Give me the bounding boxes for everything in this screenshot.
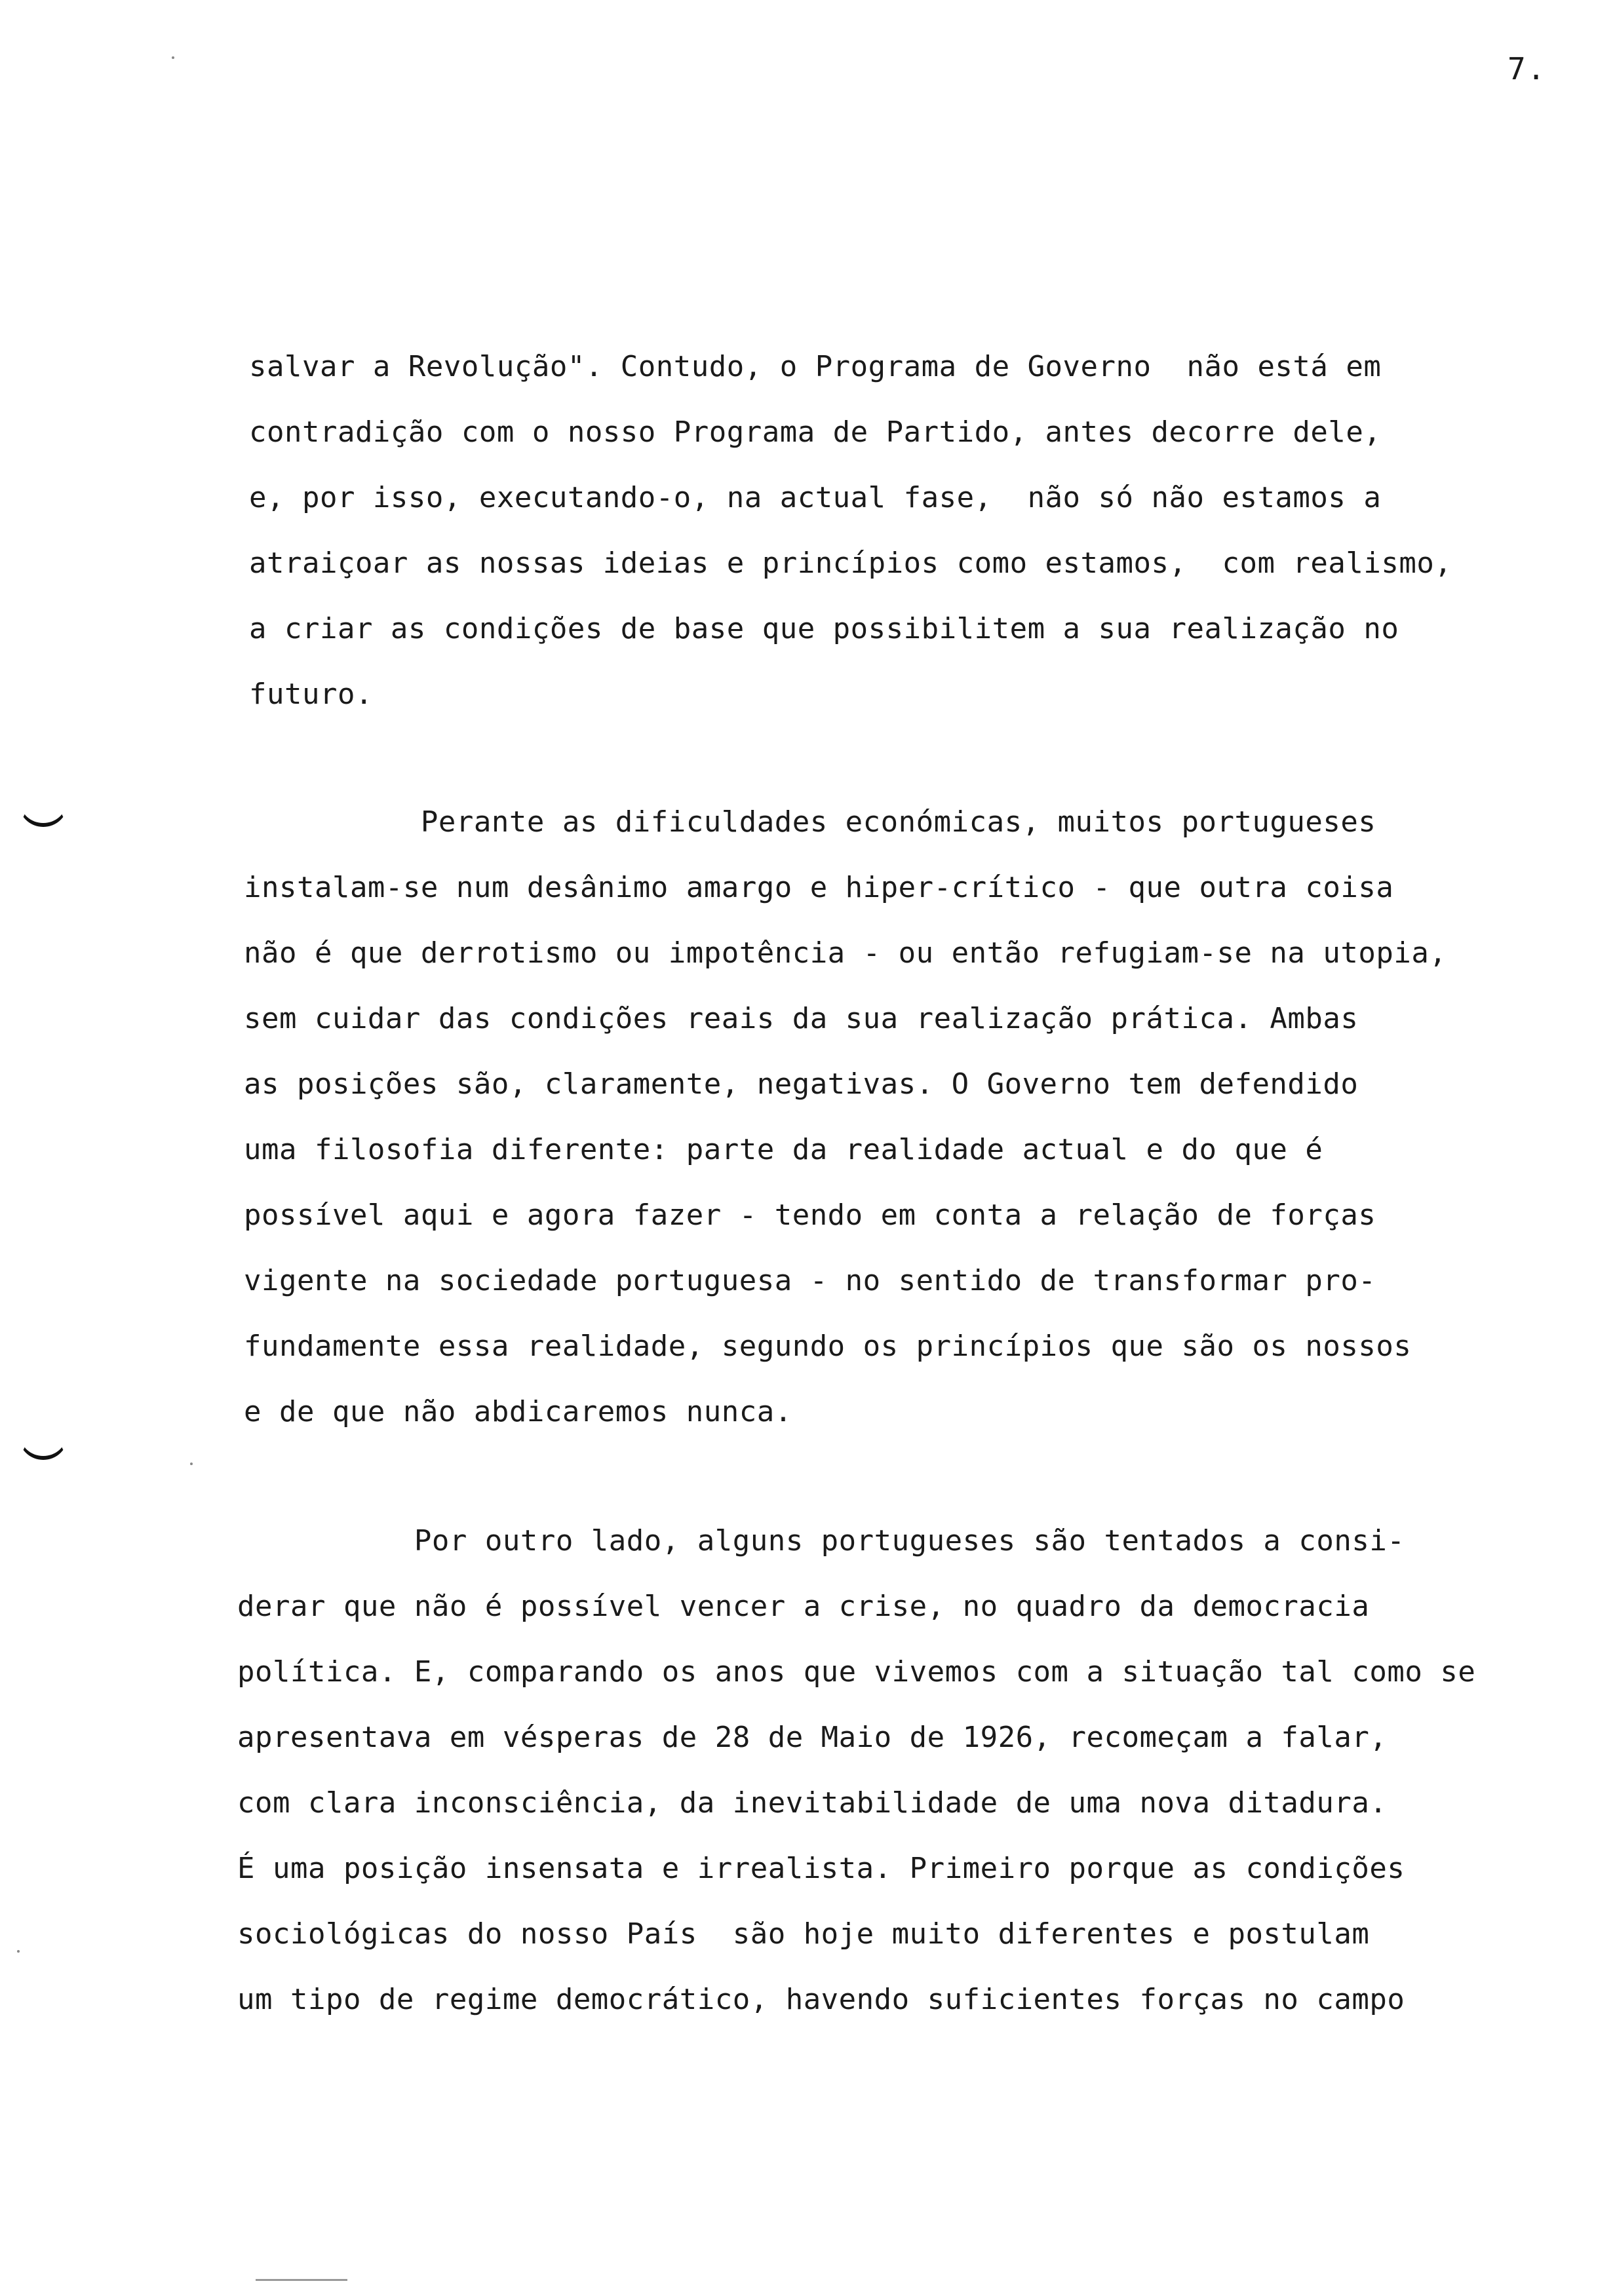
- text-line: a criar as condições de base que possibilitem a sua realização no: [249, 612, 1399, 645]
- scan-artifact-rule: [256, 2279, 347, 2281]
- text-line: É uma posição insensata e irrealista. Primeiro porque as condições: [237, 1852, 1405, 1885]
- scan-speck: [172, 56, 174, 59]
- paragraph-3: [237, 1508, 1587, 2033]
- text-line: e, por isso, executando-o, na actual fase, não só não estamos a: [249, 481, 1382, 514]
- text-line: com clara inconsciência, da inevitabilidade de uma nova ditadura.: [237, 1786, 1388, 1820]
- text-line: vigente na sociedade portuguesa - no sentido de transformar pro-: [244, 1264, 1376, 1297]
- text-line: apresentava em vésperas de 28 de Maio de 1926, recomeçam a falar,: [237, 1721, 1388, 1754]
- text-line: sem cuidar das condições reais da sua realização prática. Ambas: [244, 1002, 1359, 1035]
- punch-hole-mark-icon: [18, 1434, 68, 1460]
- text-line: futuro.: [249, 678, 373, 711]
- text-line: uma filosofia diferente: parte da realidade actual e do que é: [244, 1133, 1323, 1166]
- text-line: possível aqui e agora fazer - tendo em conta a relação de forças: [244, 1198, 1376, 1232]
- text-line: salvar a Revolução". Contudo, o Programa de Governo não está em: [249, 350, 1382, 383]
- page-number: 7.: [1508, 51, 1547, 86]
- text-line: derar que não é possível vencer a crise, no quadro da democracia: [237, 1590, 1370, 1623]
- paragraph-2: [244, 790, 1594, 1445]
- text-line: Por outro lado, alguns portugueses são tentados a consi-: [237, 1524, 1405, 1558]
- text-line: fundamente essa realidade, segundo os princípios que são os nossos: [244, 1330, 1412, 1363]
- text-line: não é que derrotismo ou impotência - ou então refugiam-se na utopia,: [244, 936, 1447, 970]
- scan-speck: [190, 1463, 193, 1465]
- punch-hole-mark-icon: [18, 801, 68, 827]
- text-line: sociológicas do nosso País são hoje muito diferentes e postulam: [237, 1917, 1370, 1951]
- text-line: Perante as dificuldades económicas, muitos portugueses: [244, 805, 1376, 839]
- text-line: contradição com o nosso Programa de Partido, antes decorre dele,: [249, 415, 1382, 449]
- text-line: atraiçoar as nossas ideias e princípios como estamos, com realismo,: [249, 546, 1452, 580]
- text-line: e de que não abdicaremos nunca.: [244, 1395, 792, 1428]
- text-line: instalam-se num desânimo amargo e hiper-crítico - que outra coisa: [244, 871, 1394, 904]
- text-line: política. E, comparando os anos que vivemos com a situação tal como se: [237, 1655, 1476, 1689]
- text-line: um tipo de regime democrático, havendo suficientes forças no campo: [237, 1983, 1405, 2016]
- text-line: as posições são, claramente, negativas. O Governo tem defendido: [244, 1067, 1359, 1101]
- paragraph-1: [249, 334, 1599, 727]
- scan-speck: [17, 1950, 20, 1953]
